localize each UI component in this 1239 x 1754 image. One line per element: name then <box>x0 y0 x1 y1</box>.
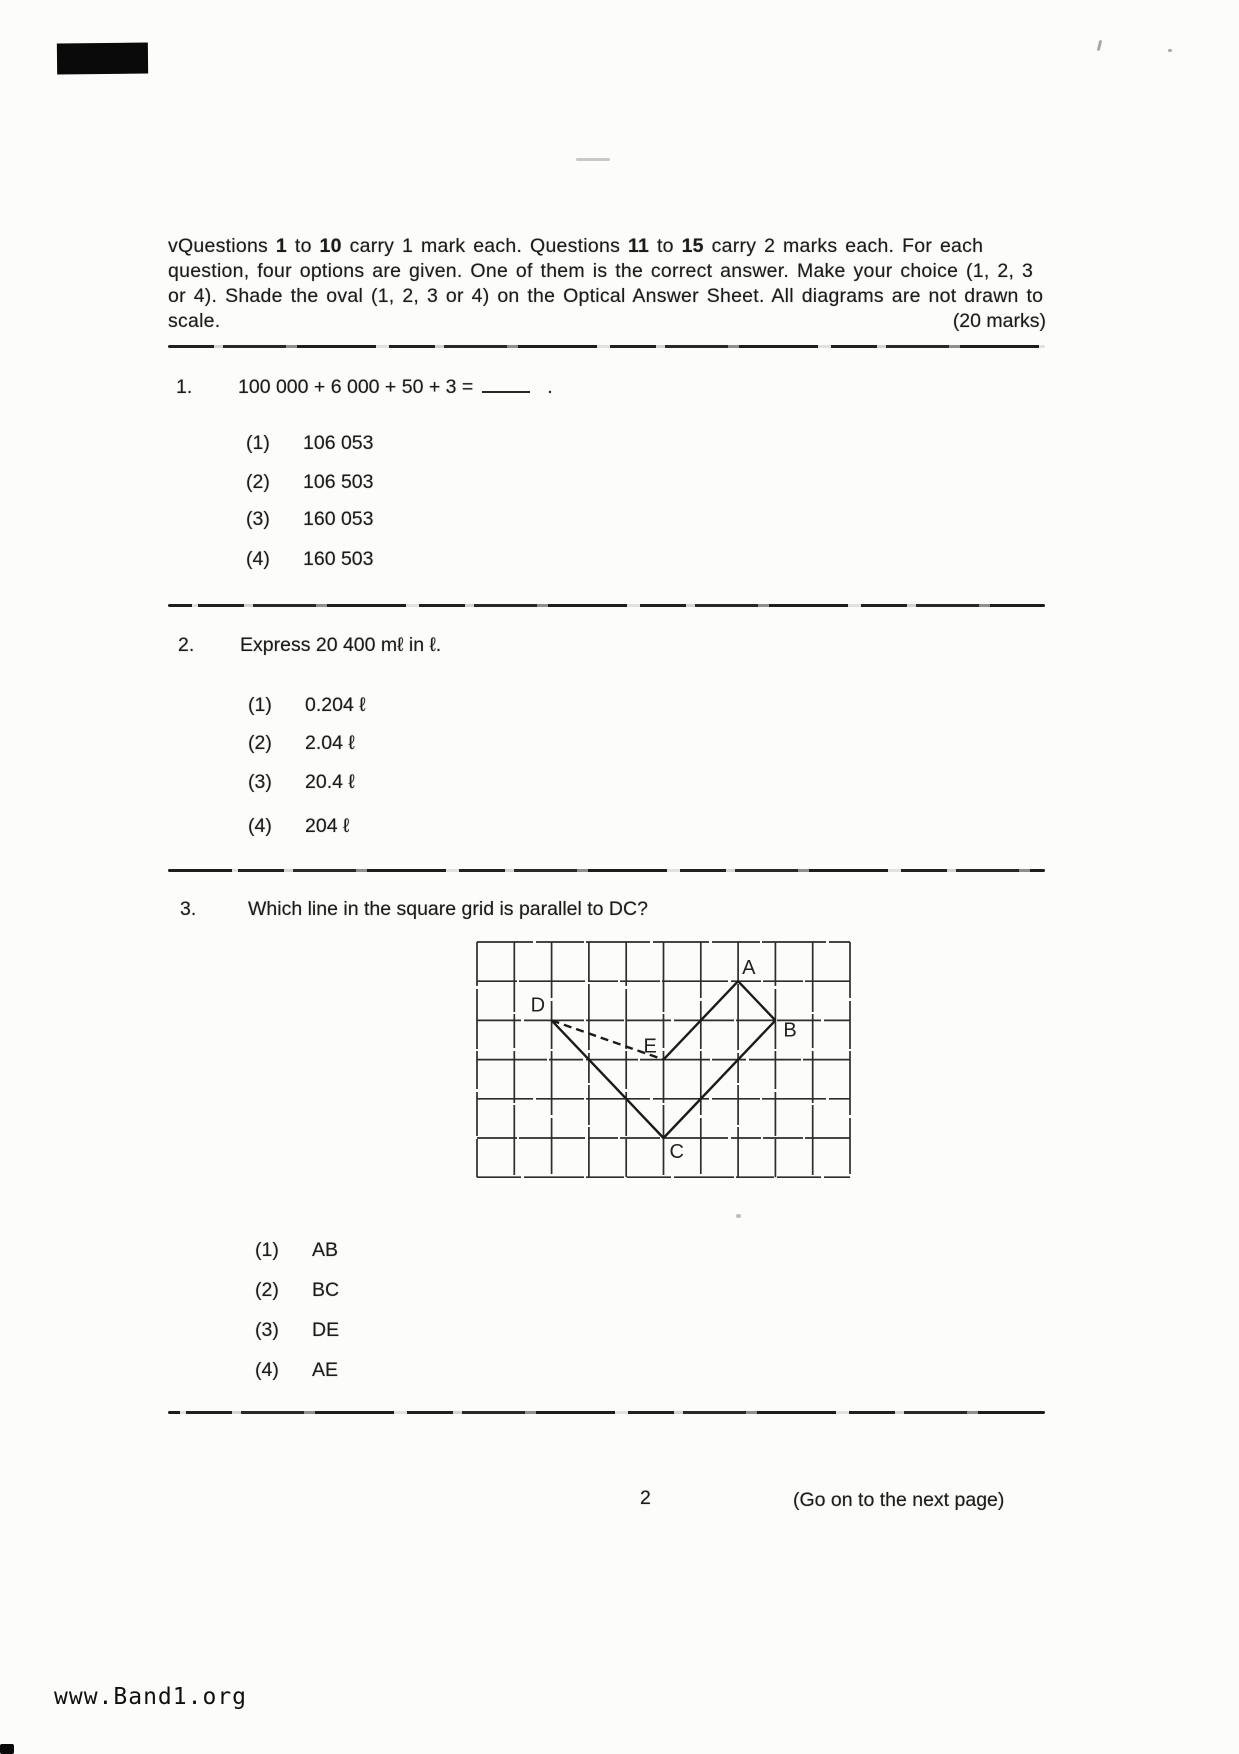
instruction-text: 10 <box>319 235 342 257</box>
separator-line <box>168 1411 1045 1414</box>
option-label: (3) <box>246 508 270 530</box>
scan-speck <box>0 1744 14 1754</box>
option-value: DE <box>312 1319 340 1341</box>
option-value: 160 053 <box>303 508 374 530</box>
q2-option-2 <box>248 731 355 755</box>
q3-option-3 <box>255 1318 339 1342</box>
separator-line <box>168 869 1045 872</box>
option-label: (2) <box>255 1279 279 1301</box>
option-value: 204 ℓ <box>305 815 350 837</box>
q1-option-1 <box>246 431 374 455</box>
instruction-text: question, four options are given. One of them is the correct answer. Make your choice (1, 2, 3 <box>168 260 1034 282</box>
option-label: (4) <box>246 548 270 570</box>
option-label: (2) <box>246 471 270 493</box>
grid-svg <box>468 931 866 1185</box>
option-value: 106 053 <box>303 432 374 454</box>
q2-option-4 <box>248 814 349 838</box>
option-value: 0.204 ℓ <box>305 694 366 716</box>
option-label: (1) <box>248 694 272 716</box>
instruction-text: or 4). Shade the oval (1, 2, 3 or 4) on the Optical Answer Sheet. All diagrams are not drawn to <box>168 285 1044 307</box>
instruction-text: scale. <box>168 310 221 332</box>
q3-option-4 <box>255 1358 338 1382</box>
segment-CB <box>664 1020 776 1138</box>
instruction-text: 11 <box>627 235 650 257</box>
q1-option-4 <box>246 547 374 571</box>
separator-line <box>168 604 1045 607</box>
segment-AB <box>738 981 775 1020</box>
option-value: BC <box>312 1279 340 1301</box>
q3-option-2 <box>255 1278 339 1302</box>
question-number: 1. <box>176 376 193 398</box>
redaction-box <box>57 43 148 75</box>
instruction-text: 1 <box>275 235 288 257</box>
option-value: AE <box>312 1359 339 1381</box>
option-value: 20.4 ℓ <box>305 771 355 793</box>
option-value: 106 503 <box>303 471 374 493</box>
point-label-D: D <box>530 994 546 1017</box>
instruction-text: vQuestions <box>168 235 276 257</box>
option-label: (4) <box>248 815 272 837</box>
marks-total: (20 marks) <box>952 310 1046 332</box>
watermark-url: www.Band1.org <box>54 1684 248 1710</box>
option-label: (1) <box>255 1239 279 1261</box>
q2-option-1 <box>248 693 366 717</box>
option-label: (4) <box>255 1359 279 1381</box>
q2-option-3 <box>248 770 355 794</box>
equation-text: 100 000 + 6 000 + 50 + 3 = <box>238 376 474 398</box>
instructions-line <box>168 284 1043 308</box>
scan-speck <box>1097 40 1103 51</box>
option-value: 160 503 <box>303 548 374 570</box>
q3-option-1 <box>255 1238 338 1262</box>
instruction-text: carry 2 marks each. For each <box>703 235 984 257</box>
instruction-text: carry 1 mark each. Questions <box>341 235 628 257</box>
separator-line <box>168 345 1045 348</box>
instructions-line <box>168 309 220 333</box>
scan-speck <box>576 158 610 161</box>
option-label: (2) <box>248 732 272 754</box>
page-number: 2 <box>640 1487 651 1509</box>
point-label-B: B <box>783 1019 797 1042</box>
point-label-E: E <box>643 1035 657 1058</box>
point-label-C: C <box>669 1141 684 1163</box>
scan-speck <box>1168 49 1172 52</box>
option-label: (1) <box>246 432 270 454</box>
option-label: (3) <box>255 1319 279 1341</box>
question-prompt: Express 20 400 mℓ in ℓ. <box>240 634 442 656</box>
next-page-note: (Go on to the next page) <box>793 1489 1005 1511</box>
option-value: 2.04 ℓ <box>305 732 355 754</box>
point-label-A: A <box>742 957 756 980</box>
question-number: 3. <box>180 898 197 920</box>
equation-period: . <box>547 376 553 398</box>
option-label: (3) <box>248 771 272 793</box>
option-value: AB <box>312 1239 339 1261</box>
square-grid-diagram <box>468 931 866 1190</box>
q1-option-3 <box>246 507 374 531</box>
instruction-text: to <box>287 235 320 257</box>
instruction-text: 15 <box>681 235 704 257</box>
question-prompt: Which line in the square grid is parallel to DC? <box>248 898 648 920</box>
instructions-line <box>168 259 1033 283</box>
instruction-text: to <box>649 235 682 257</box>
answer-blank <box>482 377 530 393</box>
question-number: 2. <box>178 634 195 656</box>
question-prompt <box>238 375 553 399</box>
scan-speck <box>736 1214 741 1218</box>
q1-option-2 <box>246 470 374 494</box>
instructions-line <box>168 234 983 258</box>
